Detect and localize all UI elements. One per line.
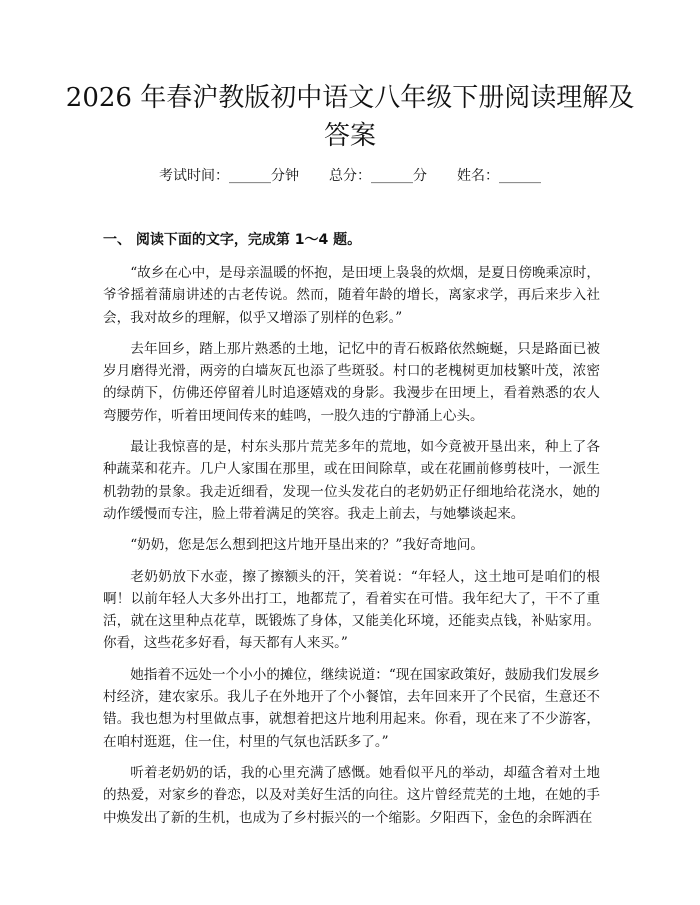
document-title: 2026 年春沪教版初中语文八年级下册阅读理解及答案 bbox=[65, 83, 635, 151]
passage-paragraph: 去年回乡，踏上那片熟悉的土地，记忆中的青石板路依然蜿蜒，只是路面已被岁月磨得光滑，两旁的白墙灰瓦也添了些斑驳。村口的老槐树更加枝繁叶茂，浓密的绿荫下，仿佛还停留着儿时追逐嬉戏的身影。我漫步在田埂上，看着熟悉的农人弯腰劳作，听着田埂间传来的蛙鸣，一股久违的宁静涌上心头。 bbox=[103, 340, 600, 424]
reading-passage bbox=[103, 262, 600, 838]
passage-paragraph: 最让我惊喜的是，村东头那片荒芜多年的荒地，如今竟被开垦出来，种上了各种蔬菜和花卉。几户人家围在那里，或在田间除草，或在花圃前修剪枝叶，一派生机勃勃的景象。我走近细看，发现一位头发花白的老奶奶正仔细地给花浇水，她的动作缓慢而专注，脸上带着满足的笑容。我走上前去，与她攀谈起来。 bbox=[103, 439, 600, 522]
total-score-label: 总分：______分 bbox=[329, 168, 427, 184]
passage-paragraph: 老奶奶放下水壶，擦了擦额头的汗，笑着说：“年轻人，这土地可是咱们的根啊！以前年轻人大多外出打工，地都荒了，看着实在可惜。我年纪大了，干不了重活，就在这里种点花草，既锻炼了身体，又能美化环境，还能卖点钱，补贴家用。你看，这些花多好看，每天都有人来买。” bbox=[103, 568, 600, 652]
passage-paragraph: 听着老奶奶的话，我的心里充满了感慨。她看似平凡的举动，却蕴含着对土地的热爱，对家乡的眷恋，以及对美好生活的向往。这片曾经荒芜的土地，在她的手中焕发出了新的生机，也成为了乡村振兴的一个缩影。夕阳西下，金色的余晖洒在 bbox=[103, 764, 600, 826]
section-one-heading: 一、 阅读下面的文字，完成第 1～4 题。 bbox=[103, 232, 362, 248]
exam-time-label: 考试时间：______分钟 bbox=[159, 168, 299, 184]
student-name-label: 姓名：______ bbox=[457, 168, 541, 184]
passage-paragraph: 她指着不远处一个小小的摊位，继续说道：“现在国家政策好，鼓励我们发展乡村经济，建农家乐。我儿子在外地开了个小餐馆，去年回来开了个民宿，生意还不错。我也想为村里做点事，就想着把这片地利用起来。你看，现在来了不少游客，在咱村逛逛，住一住，村里的气氛也活跃多了。” bbox=[103, 666, 600, 750]
passage-paragraph: “奶奶，您是怎么想到把这片地开垦出来的？”我好奇地问。 bbox=[130, 537, 484, 554]
passage-paragraph: “故乡在心中，是母亲温暖的怀抱，是田埂上袅袅的炊烟，是夏日傍晚乘凉时，爷爷摇着蒲扇讲述的古老传说。然而，随着年龄的增长，离家求学，再后来步入社会，我对故乡的理解，似乎又增添了别样的色彩。” bbox=[103, 265, 600, 326]
exam-info-line bbox=[0, 166, 700, 186]
